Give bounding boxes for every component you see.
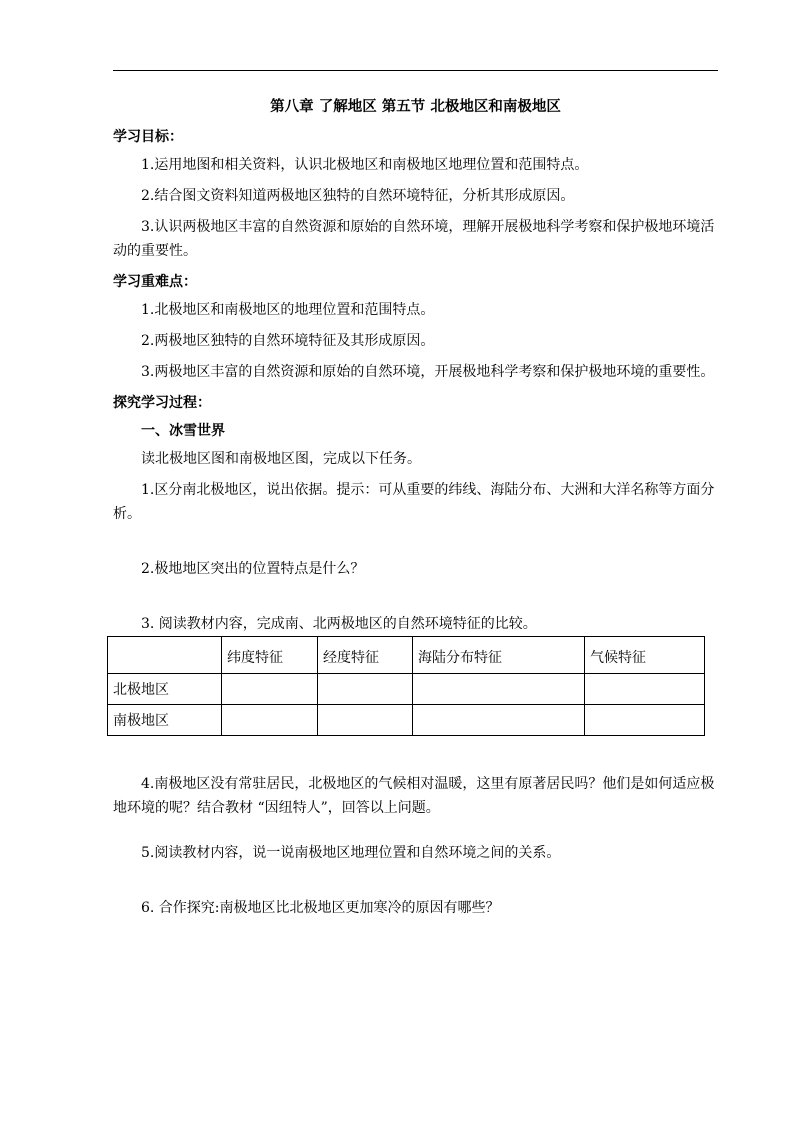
answer-space bbox=[113, 827, 718, 841]
table-header-row bbox=[108, 637, 705, 674]
goal-item: 2.结合图文资料知道两极地区独特的自然环境特征，分析其形成原因。 bbox=[141, 188, 575, 204]
table-row-label: 北极地区 bbox=[108, 674, 222, 705]
table-row-label: 南极地区 bbox=[108, 705, 222, 736]
document-page bbox=[113, 95, 718, 927]
answer-space bbox=[113, 588, 718, 612]
question-6: 6. 合作探究:南极地区比北极地区更加寒冷的原因有哪些？ bbox=[141, 900, 500, 916]
table-cell[interactable] bbox=[585, 705, 705, 736]
table-cell[interactable] bbox=[318, 674, 413, 705]
goal-item: 1.运用地图和相关资料，认识北极地区和南极地区地理位置和范围特点。 bbox=[141, 157, 589, 173]
intro-text: 读北极地区图和南极地区图，完成以下任务。 bbox=[141, 451, 421, 467]
goals-heading: 学习目标： bbox=[113, 129, 183, 145]
table-header-cell: 气候特征 bbox=[585, 637, 705, 674]
table-row bbox=[108, 705, 705, 736]
keypoint-item: 2.两极地区独特的自然环境特征及其形成原因。 bbox=[141, 333, 435, 349]
answer-space bbox=[113, 736, 718, 772]
question-4: 4.南极地区没有常驻居民，北极地区的气候相对温暖，这里有原著居民吗？他们是如何适应极地环境的呢？结合教材 “因纽特人”，回答以上问题。 bbox=[113, 776, 715, 816]
table-cell[interactable] bbox=[222, 705, 318, 736]
table-cell[interactable] bbox=[222, 674, 318, 705]
table-row bbox=[108, 674, 705, 705]
question-1: 1.区分南北极地区，说出依据。提示：可从重要的纬线、海陆分布、大洲和大洋名称等方面分析。 bbox=[113, 482, 715, 522]
table-cell[interactable] bbox=[413, 705, 585, 736]
keypoint-item: 3.两极地区丰富的自然资源和原始的自然环境，开展极地科学考察和保护极地环境的重要性。 bbox=[141, 364, 715, 380]
question-2: 2.极地地区突出的位置特点是什么？ bbox=[141, 561, 365, 577]
section-heading: 一、冰雪世界 bbox=[141, 423, 225, 439]
answer-space bbox=[113, 533, 718, 557]
page-title: 第八章 了解地区 第五节 北极地区和南极地区 bbox=[270, 99, 561, 115]
goal-item: 3.认识两极地区丰富的自然资源和原始的自然环境，理解开展极地科学考察和保护极地环境活动的重要性。 bbox=[113, 219, 715, 259]
question-5: 5.阅读教材内容，说一说南极地区地理位置和自然环境之间的关系。 bbox=[141, 845, 561, 861]
keypoints-heading: 学习重难点： bbox=[113, 274, 197, 290]
table-cell[interactable] bbox=[318, 705, 413, 736]
table-header-cell bbox=[108, 637, 222, 674]
table-header-cell: 经度特征 bbox=[318, 637, 413, 674]
process-heading: 探究学习过程： bbox=[113, 395, 211, 411]
comparison-table bbox=[107, 636, 705, 736]
keypoint-item: 1.北极地区和南极地区的地理位置和范围特点。 bbox=[141, 302, 435, 318]
question-3: 3. 阅读教材内容，完成南、北两极地区的自然环境特征的比较。 bbox=[141, 616, 537, 632]
table-header-cell: 海陆分布特征 bbox=[413, 637, 585, 674]
table-cell[interactable] bbox=[585, 674, 705, 705]
header-rule bbox=[113, 70, 718, 71]
table-cell[interactable] bbox=[413, 674, 585, 705]
table-header-cell: 纬度特征 bbox=[222, 637, 318, 674]
answer-space bbox=[113, 872, 718, 896]
